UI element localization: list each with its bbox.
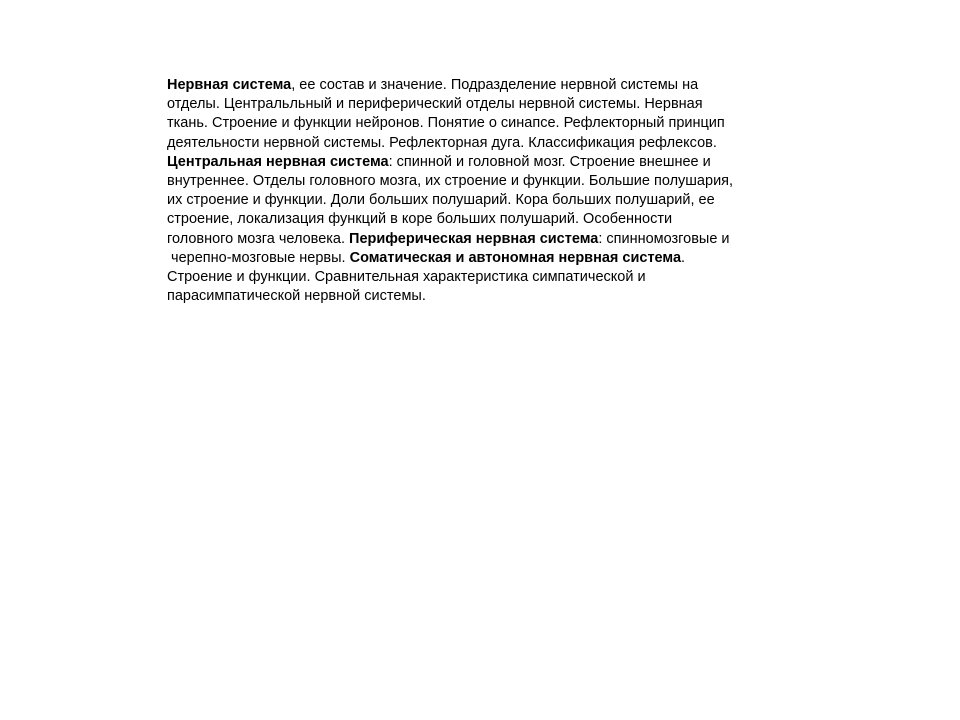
text-run: : спинномозговые и: [598, 230, 730, 247]
text-line: [167, 153, 807, 172]
heading-peripheral-nervous-system: Периферическая нервная система: [349, 230, 599, 247]
text-run: строение, локализация функций в коре больших полушарий. Особенности: [167, 211, 673, 228]
text-run: .: [681, 249, 686, 266]
text-line: [167, 134, 807, 153]
text-line: [167, 191, 807, 210]
text-run: : спинной и головной мозг. Строение внешнее и: [388, 153, 711, 170]
text-run: парасимпатической нервной системы.: [167, 288, 426, 305]
text-line: [167, 76, 807, 95]
text-run: Строение и функции. Сравнительная характеристика симпатической и: [167, 268, 646, 285]
text-run: , ее состав и значение. Подразделение нервной системы на: [291, 77, 699, 93]
text-line: [167, 114, 807, 133]
heading-central-nervous-system: Центральная нервная система: [167, 153, 389, 170]
heading-somatic-autonomic-nervous-system: Соматическая и автономная нервная система: [349, 249, 682, 266]
text-line: [167, 230, 807, 249]
text-run: головного мозга человека.: [167, 230, 350, 247]
text-run: деятельности нервной системы. Рефлекторная дуга. Классификация рефлексов.: [167, 134, 717, 151]
text-line: [167, 268, 807, 287]
heading-nervous-system: Нервная система: [167, 77, 292, 93]
text-run: внутреннее. Отделы головного мозга, их строение и функции. Большие полушария,: [167, 172, 734, 189]
text-line: [167, 95, 807, 114]
syllabus-text-block: [167, 76, 807, 306]
text-run: черепно-мозговые нервы.: [167, 249, 350, 266]
text-line: [167, 287, 807, 306]
text-line: [167, 249, 807, 268]
text-run: ткань. Строение и функции нейронов. Понятие о синапсе. Рефлекторный принцип: [167, 115, 725, 132]
text-run: отделы. Центральльный и периферический отделы нервной системы. Нервная: [167, 96, 703, 113]
text-run: их строение и функции. Доли больших полушарий. Кора больших полушарий, ее: [167, 192, 715, 209]
text-line: [167, 210, 807, 229]
text-line: [167, 172, 807, 191]
